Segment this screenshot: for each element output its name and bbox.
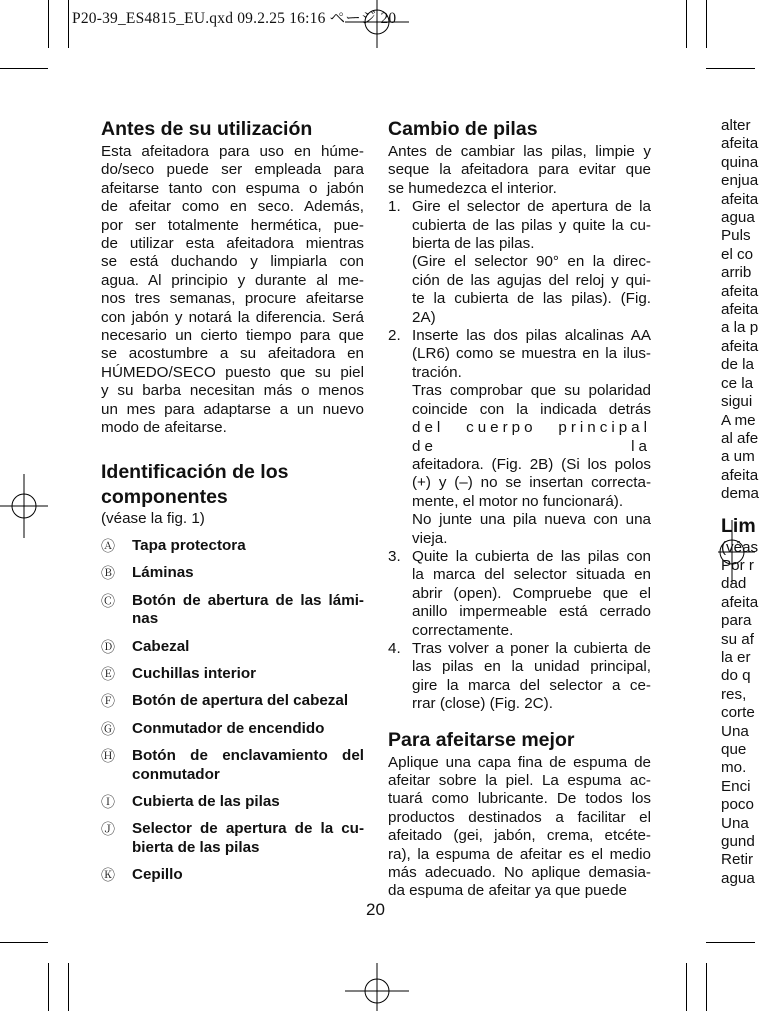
registration-mark-bottom <box>345 963 409 1011</box>
text-line: ción de las agujas del reloj y qui- <box>412 271 651 289</box>
step-number: 1. <box>388 198 401 216</box>
partial-text-line: que <box>721 741 747 758</box>
component-item <box>101 692 364 710</box>
component-label: Cuchillas interior <box>132 664 257 682</box>
partial-text-line: alter <box>721 117 751 134</box>
text-line: tuará como lubricante. De todos los <box>388 790 651 808</box>
text-line: Aplique una capa fina de espuma de <box>388 753 651 771</box>
partial-text-line: A me <box>721 411 756 429</box>
left-column <box>101 117 364 894</box>
text-line: un mes para adaptarse a un nuevo <box>101 400 364 418</box>
component-item <box>101 592 364 629</box>
battery-step <box>388 327 651 548</box>
section-heading-better-shave: Para afeitarse mejor <box>388 728 575 751</box>
text-line: HÚMEDO/SECO puesto que su piel <box>101 363 364 381</box>
text-line: Esta afeitadora para uso en húme- <box>101 143 364 160</box>
partial-text-line: enjua <box>721 172 759 190</box>
text-line: se humedezca el interior. <box>388 179 557 197</box>
component-item <box>101 866 364 884</box>
text-line: Gire el selector de apertura de la <box>412 198 651 216</box>
registration-mark-left <box>0 474 48 538</box>
component-label: Láminas <box>132 564 194 582</box>
text-line: 2A) <box>412 308 436 326</box>
text-line: rrar (close) (Fig. 2C). <box>412 695 553 713</box>
component-item <box>101 665 364 683</box>
component-marker-icon: Ⓔ <box>101 665 115 682</box>
text-line: te la cubierta de las pilas). (Fig. <box>412 290 651 308</box>
partial-text-line: dema <box>721 485 759 503</box>
text-line: modo de afeitarse. <box>101 419 227 437</box>
text-line: del cuerpo principal de la <box>412 419 651 455</box>
text-line: tración. <box>412 363 462 381</box>
partial-text-line: afeita <box>721 466 759 484</box>
registration-mark-top <box>345 0 409 48</box>
text-line: da espuma de afeitar ya que puede <box>388 882 627 900</box>
component-label: Cubierta de las pilas <box>132 792 280 810</box>
text-line: anillo impermeable está cerrado <box>412 603 651 621</box>
partial-text-line: su af <box>721 630 754 648</box>
partial-text-line: res, <box>721 685 747 703</box>
partial-text-line: de la <box>721 356 754 374</box>
text-line: ra), la espuma de afeitar es el medio <box>388 845 651 863</box>
step-number: 4. <box>388 639 401 657</box>
figure-reference: (véase la fig. 1) <box>101 509 205 527</box>
partial-text-line: ce la <box>721 374 754 392</box>
step-text <box>412 327 651 548</box>
text-line: No junte una pila nueva con una <box>412 511 651 529</box>
text-line: (+) y (–) no se insertan correcta- <box>412 474 651 492</box>
component-label: Selector de apertura de la cu-bierta de las pilas <box>132 820 364 856</box>
partial-text-line: Enci <box>721 777 751 795</box>
text-line: afeitarse tanto con espuma o jabón <box>101 179 364 197</box>
section-heading-components: Identificación de los componentes <box>101 460 289 508</box>
partial-text-line: gund <box>721 833 755 851</box>
partial-text-line: la er <box>721 648 751 666</box>
battery-steps-list <box>388 198 651 713</box>
right-column-partial <box>721 117 759 888</box>
component-item <box>101 720 364 738</box>
text-line: la marca del selector situada en <box>412 566 651 584</box>
text-line: Tras comprobar que su polaridad <box>412 382 651 400</box>
component-label: Botón de abertura de las lámi-nas <box>132 591 364 628</box>
component-label: Botón de apertura del cabezal <box>132 692 349 710</box>
text-line: agua. Al principio y durante al me- <box>101 271 364 289</box>
text-line: se está duchando y limpiarla con <box>101 253 364 271</box>
component-item <box>101 820 364 857</box>
partial-text-line: a la p <box>721 319 759 337</box>
component-label: Cepillo <box>132 866 183 884</box>
partial-text-line: poco <box>721 796 754 814</box>
partial-text-line: a um <box>721 448 755 466</box>
component-marker-icon: Ⓖ <box>101 720 115 737</box>
page-number: 20 <box>366 900 385 919</box>
battery-step <box>388 640 651 714</box>
text-line: Antes de cambiar las pilas, limpie y <box>388 143 651 160</box>
text-line: mente, el motor no funcionará). <box>412 492 624 510</box>
text-line: seque la afeitadora para evitar que <box>388 161 651 179</box>
partial-text-line: agua <box>721 209 755 227</box>
component-label: Botón de enclavamiento del conmutador <box>132 747 364 783</box>
text-line: afeitado (gei, jabón, crema, etcéte- <box>388 827 651 845</box>
file-info-header: P20-39_ES4815_EU.qxd 09.2.25 16:16 ページ 20 <box>72 10 397 27</box>
battery-step <box>388 198 651 327</box>
partial-text-line: arrib <box>721 264 752 282</box>
text-line: vieja. <box>412 529 448 547</box>
partial-text-line: afeita <box>721 301 759 319</box>
partial-text-line: dad <box>721 575 747 593</box>
partial-text-line: Una <box>721 814 749 832</box>
component-label: Cabezal <box>132 637 190 655</box>
middle-column <box>388 117 651 901</box>
text-line: cubierta de las pilas y quite la cu- <box>412 216 651 234</box>
battery-intro-paragraph <box>388 143 651 198</box>
component-marker-icon: Ⓓ <box>101 638 115 655</box>
text-line: correctamente. <box>412 621 514 639</box>
partial-text-line: Puls <box>721 227 751 245</box>
text-line: de utilizar esta afeitadora mientras <box>101 235 364 253</box>
partial-text-line: Retir <box>721 851 754 869</box>
battery-step <box>388 548 651 640</box>
text-line: productos destinados a facilitar el <box>388 808 651 826</box>
component-marker-icon: Ⓙ <box>101 821 115 838</box>
component-item <box>101 747 364 784</box>
partial-text-line: quina <box>721 153 759 171</box>
component-item <box>101 564 364 582</box>
component-label: Conmutador de encendido <box>132 719 325 737</box>
step-text <box>412 198 651 327</box>
partial-text-line: (véas <box>721 538 759 556</box>
partial-text-line: agua <box>721 869 755 887</box>
text-line: más adecuado. No aplique demasia- <box>388 864 651 882</box>
text-line: abrir (open). Compruebe que el <box>412 584 651 602</box>
component-marker-icon: Ⓘ <box>101 793 115 810</box>
partial-text-line: afeita <box>721 337 759 355</box>
components-list <box>101 537 364 885</box>
section-heading-battery-change: Cambio de pilas <box>388 118 538 140</box>
text-line: por ser totalmente hermética, pue- <box>101 216 364 234</box>
text-line: afeitar sobre la piel. La espuma ac- <box>388 772 651 789</box>
text-line: afeitadora. (Fig. 2B) (Si los polos <box>412 455 651 473</box>
section-heading-before-use: Antes de su utilización <box>101 118 313 140</box>
partial-text-line: Por r <box>721 556 754 574</box>
component-label: Tapa protectora <box>132 536 246 554</box>
step-text <box>412 640 651 714</box>
partial-text-line: afeita <box>721 282 759 300</box>
text-line: nos tres semanas, procure afeitarse <box>101 290 364 308</box>
partial-text-line: Una <box>721 722 749 740</box>
partial-text-line: do q <box>721 667 751 685</box>
component-marker-icon: Ⓗ <box>101 748 115 765</box>
text-line: Tras volver a poner la cubierta de <box>412 639 651 657</box>
component-marker-icon: Ⓚ <box>101 867 115 884</box>
text-line: bierta de las pilas. <box>412 235 535 253</box>
partial-text-line: mo. <box>721 759 747 777</box>
text-line: do/seco puede ser empleada para <box>101 161 364 179</box>
partial-text-line: el co <box>721 245 754 263</box>
component-marker-icon: Ⓕ <box>101 693 115 710</box>
better-shave-paragraph <box>388 754 651 901</box>
component-item <box>101 638 364 656</box>
text-line: con jabón y notará la diferencia. Será <box>101 308 364 326</box>
partial-text-line: sigui <box>721 393 753 411</box>
text-line: de afeitar como en seco. Además, <box>101 198 364 216</box>
right-heading-partial: Lim <box>721 514 756 537</box>
component-marker-icon: Ⓒ <box>101 592 115 609</box>
text-line: (Gire el selector 90° en la direc- <box>412 253 651 271</box>
text-line: Quite la cubierta de las pilas con <box>412 547 651 565</box>
text-line: (LR6) como se muestra en la ilus- <box>412 345 651 363</box>
intro-paragraph <box>101 143 364 438</box>
component-item <box>101 793 364 811</box>
text-line: las pilas en la unidad principal, <box>412 658 651 676</box>
text-line: Inserte las dos pilas alcalinas AA <box>412 327 651 345</box>
step-number: 3. <box>388 547 401 565</box>
text-line: y su barba necesitan más o menos <box>101 382 364 400</box>
partial-text-line: afeita <box>721 593 759 611</box>
partial-text-line: corte <box>721 704 755 722</box>
step-number: 2. <box>388 327 401 345</box>
text-line: se acostumbre a su afeitadora en <box>101 345 364 363</box>
step-text <box>412 548 651 640</box>
partial-text-line: al afe <box>721 429 759 447</box>
text-line: gire la marca del selector a ce- <box>412 676 651 694</box>
text-line: coincide con la indicada detrás <box>412 400 651 418</box>
partial-text-line: afeita <box>721 135 759 153</box>
component-marker-icon: Ⓑ <box>101 565 115 582</box>
partial-text-line: para <box>721 612 752 630</box>
component-marker-icon: Ⓐ <box>101 537 115 554</box>
component-item <box>101 537 364 555</box>
partial-text-line: afeita <box>721 190 759 208</box>
text-line: necesario un cierto tiempo para que <box>101 327 364 345</box>
